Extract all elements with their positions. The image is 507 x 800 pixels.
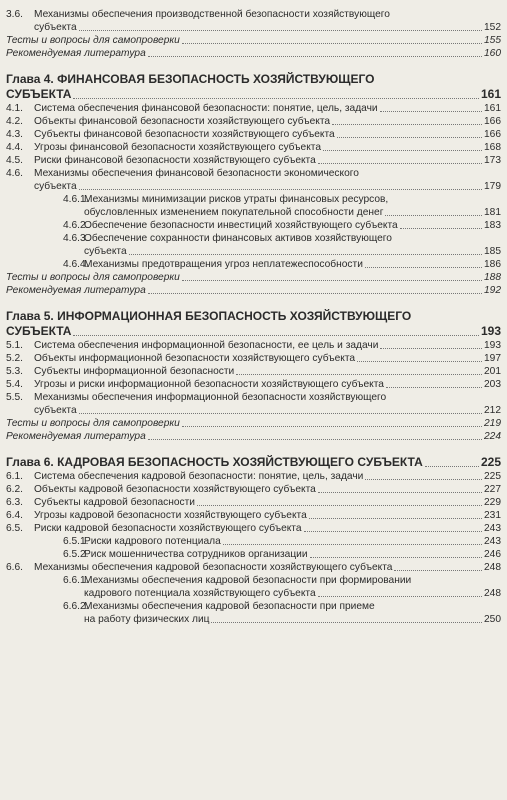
section-entry [6, 365, 501, 378]
entry-number: 4.3. [6, 129, 23, 140]
entry-line [84, 232, 501, 245]
page-number: 231 [484, 510, 501, 521]
page-number: 179 [484, 181, 501, 192]
entry-title: Тесты и вопросы для самопроверки [6, 35, 180, 46]
entry-title: на работу физических лиц [84, 614, 210, 625]
entry-line [6, 430, 501, 443]
dot-leader [385, 215, 482, 216]
entry-number: 5.4. [6, 379, 23, 390]
section-entry [6, 483, 501, 496]
entry-line [34, 128, 501, 141]
page-number: 197 [484, 353, 501, 364]
page-number: 155 [484, 35, 501, 46]
entry-title: Тесты и вопросы для самопроверки [6, 272, 180, 283]
section-entry [6, 391, 501, 417]
page-number: 161 [484, 103, 501, 114]
section-entry [6, 102, 501, 115]
page-number: 173 [484, 155, 501, 166]
entry-title: Механизмы обеспечения кадровой безопасности хозяйствующего субъекта [34, 562, 393, 573]
entry-number: 4.6. [6, 168, 23, 179]
entry-line [34, 154, 501, 167]
entry-title: Механизмы обеспечения информационной безопасности хозяйствующего [34, 392, 387, 403]
subsection-entry [6, 548, 501, 561]
page-number: 246 [484, 549, 501, 560]
entry-title: Субъекты кадровой безопасности [34, 497, 195, 508]
dot-leader [79, 189, 482, 190]
dot-leader [323, 150, 482, 151]
entry-line [84, 219, 501, 232]
subsection-entry [6, 535, 501, 548]
entry-title: Механизмы предотвращения угроз неплатежеспособности [84, 259, 363, 270]
entry-number: 6.6. [6, 562, 23, 573]
entry-title: Риск мошенничества сотрудников организации [84, 549, 308, 560]
dot-leader [310, 557, 482, 558]
entry-line [6, 284, 501, 297]
section-entry [6, 509, 501, 522]
entry-title: СУБЪЕКТА [6, 87, 72, 101]
section-entry [6, 522, 501, 535]
entry-title: Риски финансовой безопасности хозяйствующего субъекта [34, 155, 316, 166]
entry-number: 4.1. [6, 103, 23, 114]
entry-number: 6.1. [6, 471, 23, 482]
page-number: 219 [484, 418, 501, 429]
entry-title: Рекомендуемая литература [6, 431, 146, 442]
entry-line [34, 180, 501, 193]
section-entry [6, 8, 501, 34]
dot-leader [148, 293, 482, 294]
entry-title: СУБЪЕКТА [6, 324, 72, 338]
page-number: 183 [484, 220, 501, 231]
entry-title: Рекомендуемая литература [6, 285, 146, 296]
dot-leader [332, 124, 482, 125]
entry-line [6, 417, 501, 430]
page-number: 224 [484, 431, 501, 442]
dot-leader [357, 361, 482, 362]
entry-line [6, 309, 501, 324]
dot-leader [318, 163, 482, 164]
dot-leader [386, 387, 482, 388]
entry-number: 6.3. [6, 497, 23, 508]
entry-line [84, 613, 501, 626]
entry-line [34, 102, 501, 115]
entry-line [6, 87, 501, 102]
page-number: 166 [484, 129, 501, 140]
entry-line [6, 324, 501, 339]
entry-title: Система обеспечения кадровой безопасности: понятие, цель, задачи [34, 471, 364, 482]
section-entry [6, 339, 501, 352]
entry-title: кадрового потенциала хозяйствующего субъекта [84, 588, 316, 599]
dot-leader [318, 492, 482, 493]
entry-number: 6.2. [6, 484, 23, 495]
entry-title: Механизмы обеспечения кадровой безопасности при формировании [84, 575, 412, 586]
page-number: 193 [480, 324, 501, 338]
chapter-heading [6, 72, 501, 102]
section-entry [6, 115, 501, 128]
entry-number: 4.4. [6, 142, 23, 153]
section-entry [6, 378, 501, 391]
page-number: 186 [484, 259, 501, 270]
entry-title: Объекты финансовой безопасности хозяйствующего субъекта [34, 116, 331, 127]
entry-line [6, 271, 501, 284]
page-number: 248 [484, 588, 501, 599]
entry-title: субъекта [34, 405, 77, 416]
page-number: 203 [484, 379, 501, 390]
dot-leader [380, 111, 482, 112]
page-number: 185 [484, 246, 501, 257]
entry-line [84, 535, 501, 548]
entry-number: 5.5. [6, 392, 23, 403]
entry-number: 6.5.2. [63, 549, 89, 560]
entry-line [34, 522, 501, 535]
supplement-entry [6, 417, 501, 430]
entry-title: Угрозы финансовой безопасности хозяйствующего субъекта [34, 142, 321, 153]
section-entry [6, 352, 501, 365]
dot-leader [148, 439, 482, 440]
dot-leader [182, 280, 482, 281]
entry-title: Система обеспечения финансовой безопасности: понятие, цель, задачи [34, 103, 378, 114]
entry-line [34, 8, 501, 21]
entry-line [6, 47, 501, 60]
entry-line [34, 483, 501, 496]
entry-line [34, 378, 501, 391]
entry-title: Субъекты финансовой безопасности хозяйствующего субъекта [34, 129, 335, 140]
dot-leader [236, 374, 482, 375]
dot-leader [394, 570, 482, 571]
entry-title: Тесты и вопросы для самопроверки [6, 418, 180, 429]
page-number: 201 [484, 366, 501, 377]
entry-number: 4.5. [6, 155, 23, 166]
section-entry [6, 496, 501, 509]
subsection-entry [6, 600, 501, 626]
entry-number: 6.5.1. [63, 536, 89, 547]
entry-line [34, 391, 501, 404]
entry-title: Угрозы кадровой безопасности хозяйствующего субъекта [34, 510, 307, 521]
entry-line [34, 21, 501, 34]
supplement-entry [6, 47, 501, 60]
entry-number: 4.6.2. [63, 220, 89, 231]
entry-line [34, 365, 501, 378]
entry-line [84, 206, 501, 219]
section-entry [6, 561, 501, 574]
page-number: 229 [484, 497, 501, 508]
page-number: 181 [484, 207, 501, 218]
entry-number: 6.4. [6, 510, 23, 521]
dot-leader [318, 596, 482, 597]
entry-number: 4.6.1. [63, 194, 89, 205]
entry-line [6, 34, 501, 47]
entry-title: Субъекты информационной безопасности [34, 366, 235, 377]
entry-line [34, 561, 501, 574]
chapter-heading [6, 455, 501, 470]
page-number: 225 [484, 471, 501, 482]
page-number: 166 [484, 116, 501, 127]
subsection-entry [6, 258, 501, 271]
subsection-entry [6, 219, 501, 232]
entry-title: Риски кадрового потенциала [84, 536, 221, 547]
page-number: 227 [484, 484, 501, 495]
entry-title: Объекты кадровой безопасности хозяйствующего субъекта [34, 484, 316, 495]
entry-number: 6.6.2. [63, 601, 89, 612]
entry-line [6, 455, 501, 470]
supplement-entry [6, 34, 501, 47]
page-number: 225 [480, 455, 501, 469]
entry-number: 6.6.1. [63, 575, 89, 586]
entry-line [84, 258, 501, 271]
entry-line [84, 587, 501, 600]
dot-leader [197, 505, 482, 506]
dot-leader [365, 479, 482, 480]
entry-line [34, 470, 501, 483]
page-number: 248 [484, 562, 501, 573]
entry-number: 3.6. [6, 9, 23, 20]
entry-title: Система обеспечения информационной безопасности, ее цель и задачи [34, 340, 379, 351]
entry-title: субъекта [84, 246, 127, 257]
entry-line [34, 167, 501, 180]
section-entry [6, 167, 501, 193]
entry-number: 5.1. [6, 340, 23, 351]
entry-title: Риски кадровой безопасности хозяйствующего субъекта [34, 523, 302, 534]
page-number: 160 [484, 48, 501, 59]
entry-line [84, 600, 501, 613]
entry-line [34, 509, 501, 522]
dot-leader [400, 228, 482, 229]
dot-leader [425, 466, 479, 467]
entry-title: Глава 4. ФИНАНСОВАЯ БЕЗОПАСНОСТЬ ХОЗЯЙСТВУЮЩЕГО [6, 72, 375, 86]
entry-title: Обеспечение сохранности финансовых активов хозяйствующего [84, 233, 392, 244]
dot-leader [73, 335, 479, 336]
entry-line [34, 115, 501, 128]
entry-title: Объекты информационной безопасности хозяйствующего субъекта [34, 353, 356, 364]
entry-line [84, 245, 501, 258]
entry-number: 4.6.4. [63, 259, 89, 270]
entry-line [84, 574, 501, 587]
entry-title: Глава 6. КАДРОВАЯ БЕЗОПАСНОСТЬ ХОЗЯЙСТВУЮЩЕГО СУБЪЕКТА [6, 455, 423, 469]
entry-line [6, 72, 501, 87]
entry-line [34, 496, 501, 509]
entry-title: Глава 5. ИНФОРМАЦИОННАЯ БЕЗОПАСНОСТЬ ХОЗЯЙСТВУЮЩЕГО [6, 309, 412, 323]
page-number: 243 [484, 536, 501, 547]
dot-leader [304, 531, 482, 532]
page-number: 168 [484, 142, 501, 153]
entry-number: 4.6.3. [63, 233, 89, 244]
page-number: 161 [480, 87, 501, 101]
entry-title: Механизмы обеспечения производственной безопасности хозяйствующего [34, 9, 390, 20]
dot-leader [148, 56, 482, 57]
entry-line [34, 141, 501, 154]
supplement-entry [6, 430, 501, 443]
page-number: 212 [484, 405, 501, 416]
dot-leader [309, 518, 482, 519]
entry-title: Угрозы и риски информационной безопасности хозяйствующего субъекта [34, 379, 384, 390]
subsection-entry [6, 574, 501, 600]
dot-leader [73, 98, 479, 99]
entry-title: Обеспечение безопасности инвестиций хозяйствующего субъекта [84, 220, 398, 231]
page-number: 152 [484, 22, 501, 33]
dot-leader [337, 137, 482, 138]
dot-leader [223, 544, 482, 545]
dot-leader [380, 348, 482, 349]
entry-number: 6.5. [6, 523, 23, 534]
entry-title: субъекта [34, 181, 77, 192]
dot-leader [365, 267, 482, 268]
dot-leader [182, 426, 482, 427]
entry-title: Рекомендуемая литература [6, 48, 146, 59]
entry-number: 5.3. [6, 366, 23, 377]
entry-line [84, 548, 501, 561]
dot-leader [79, 413, 482, 414]
entry-line [34, 352, 501, 365]
entry-title: субъекта [34, 22, 77, 33]
entry-title: Механизмы обеспечения финансовой безопасности экономического [34, 168, 359, 179]
entry-title: Механизмы обеспечения кадровой безопасности при приеме [84, 601, 375, 612]
page-number: 193 [484, 340, 501, 351]
section-entry [6, 141, 501, 154]
entry-line [34, 404, 501, 417]
page-number: 243 [484, 523, 501, 534]
subsection-entry [6, 193, 501, 219]
page-number: 188 [484, 272, 501, 283]
section-entry [6, 128, 501, 141]
entry-line [84, 193, 501, 206]
dot-leader [182, 43, 482, 44]
entry-line [34, 339, 501, 352]
entry-title: Механизмы минимизации рисков утраты финансовых ресурсов, [84, 194, 389, 205]
supplement-entry [6, 271, 501, 284]
section-entry [6, 470, 501, 483]
entry-number: 4.2. [6, 116, 23, 127]
dot-leader [211, 622, 482, 623]
page-number: 250 [484, 614, 501, 625]
entry-title: обусловленных изменением покупательной способности денег [84, 207, 384, 218]
subsection-entry [6, 232, 501, 258]
entry-number: 5.2. [6, 353, 23, 364]
dot-leader [129, 254, 482, 255]
supplement-entry [6, 284, 501, 297]
dot-leader [79, 30, 482, 31]
page-number: 192 [484, 285, 501, 296]
section-entry [6, 154, 501, 167]
chapter-heading [6, 309, 501, 339]
